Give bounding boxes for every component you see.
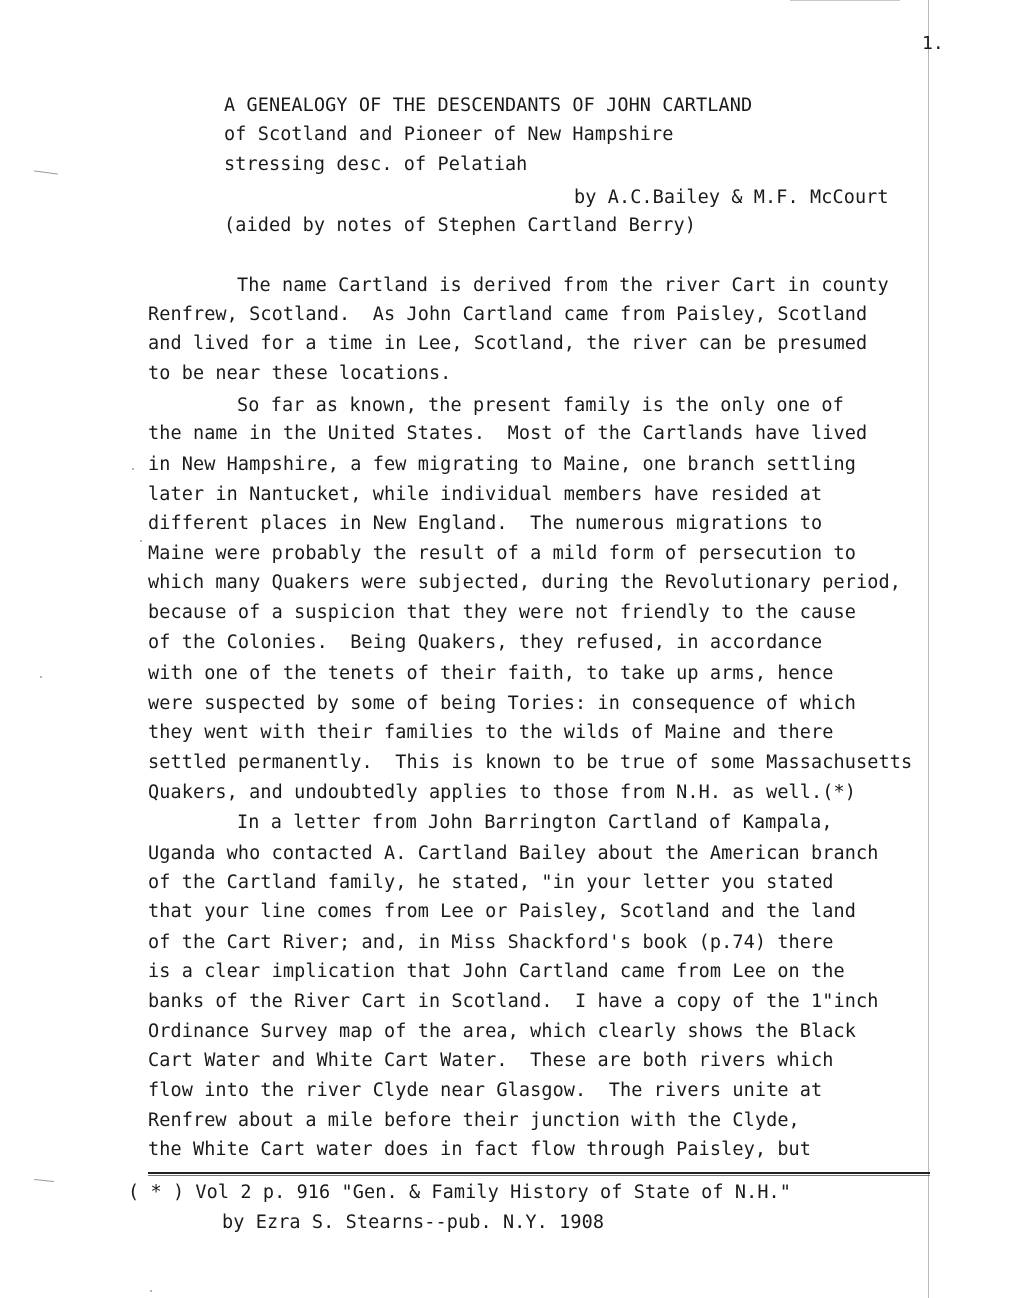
body-line: and lived for a time in Lee, Scotland, the river can be presumed	[148, 333, 868, 354]
body-line: Quakers, and undoubtedly applies to those from N.H. as well.(*)	[148, 782, 856, 803]
body-line: The name Cartland is derived from the river Cart in county	[237, 275, 889, 296]
body-line: the White Cart water does in fact flow through Paisley, but	[148, 1139, 812, 1160]
body-line: In a letter from John Barrington Cartland of Kampala,	[237, 812, 833, 833]
body-line: Maine were probably the result of a mild form of persecution to	[148, 543, 856, 564]
scan-mark	[34, 1179, 54, 1182]
body-line: with one of the tenets of their faith, to take up arms, hence	[148, 663, 834, 684]
top-edge-rule	[790, 0, 900, 1]
body-line: were suspected by some of being Tories: in consequence of which	[148, 693, 856, 714]
page-number: 1.	[922, 33, 944, 54]
title-line-1: A GENEALOGY OF THE DESCENDANTS OF JOHN CARTLAND	[224, 95, 753, 116]
body-line: is a clear implication that John Cartland came from Lee on the	[148, 961, 845, 982]
body-line: that your line comes from Lee or Paisley, Scotland and the land	[148, 901, 856, 922]
body-line: Ordinance Survey map of the area, which clearly shows the Black	[148, 1021, 856, 1042]
scan-mark	[34, 170, 58, 174]
body-line: Renfrew about a mile before their junction with the Clyde,	[148, 1110, 800, 1131]
scan-speck	[40, 676, 42, 678]
body-line: of the Cart River; and, in Miss Shackford's book (p.74) there	[148, 932, 834, 953]
body-line: So far as known, the present family is the only one of	[237, 395, 844, 416]
body-line: Renfrew, Scotland. As John Cartland came from Paisley, Scotland	[148, 304, 868, 325]
body-line: flow into the river Clyde near Glasgow. The rivers unite at	[148, 1080, 823, 1101]
body-line: settled permanently. This is known to be true of some Massachusetts	[148, 752, 913, 773]
footnote-line-2: by Ezra S. Stearns--pub. N.Y. 1908	[222, 1212, 605, 1233]
byline: by A.C.Bailey & M.F. McCourt	[574, 187, 889, 208]
body-line: Cart Water and White Cart Water. These are both rivers which	[148, 1050, 834, 1071]
right-margin-rule	[928, 0, 929, 1298]
body-line: to be near these locations.	[148, 363, 452, 384]
body-line: they went with their families to the wilds of Maine and there	[148, 722, 834, 743]
body-line: of the Cartland family, he stated, "in your letter you stated	[148, 872, 834, 893]
title-line-2: of Scotland and Pioneer of New Hampshire	[224, 124, 674, 145]
scan-speck	[140, 540, 142, 542]
footnote-divider	[148, 1172, 930, 1174]
footnote-line-1: ( * ) Vol 2 p. 916 "Gen. & Family History of State of N.H."	[128, 1182, 792, 1203]
body-line: of the Colonies. Being Quakers, they refused, in accordance	[148, 632, 823, 653]
footnote-divider-shadow	[148, 1175, 930, 1176]
body-line: Uganda who contacted A. Cartland Bailey about the American branch	[148, 843, 879, 864]
body-line: later in Nantucket, while individual members have resided at	[148, 484, 823, 505]
body-line: because of a suspicion that they were not friendly to the cause	[148, 602, 856, 623]
body-line: in New Hampshire, a few migrating to Maine, one branch settling	[148, 454, 856, 475]
title-line-3: stressing desc. of Pelatiah	[224, 154, 528, 175]
body-line: banks of the River Cart in Scotland. I have a copy of the 1"inch	[148, 991, 879, 1012]
scan-speck	[132, 468, 134, 470]
scan-speck	[150, 1290, 152, 1292]
body-line: which many Quakers were subjected, during the Revolutionary period,	[148, 572, 901, 593]
aided-by-note: (aided by notes of Stephen Cartland Berry)	[224, 215, 696, 236]
body-line: different places in New England. The numerous migrations to	[148, 513, 823, 534]
body-line: the name in the United States. Most of the Cartlands have lived	[148, 423, 868, 444]
